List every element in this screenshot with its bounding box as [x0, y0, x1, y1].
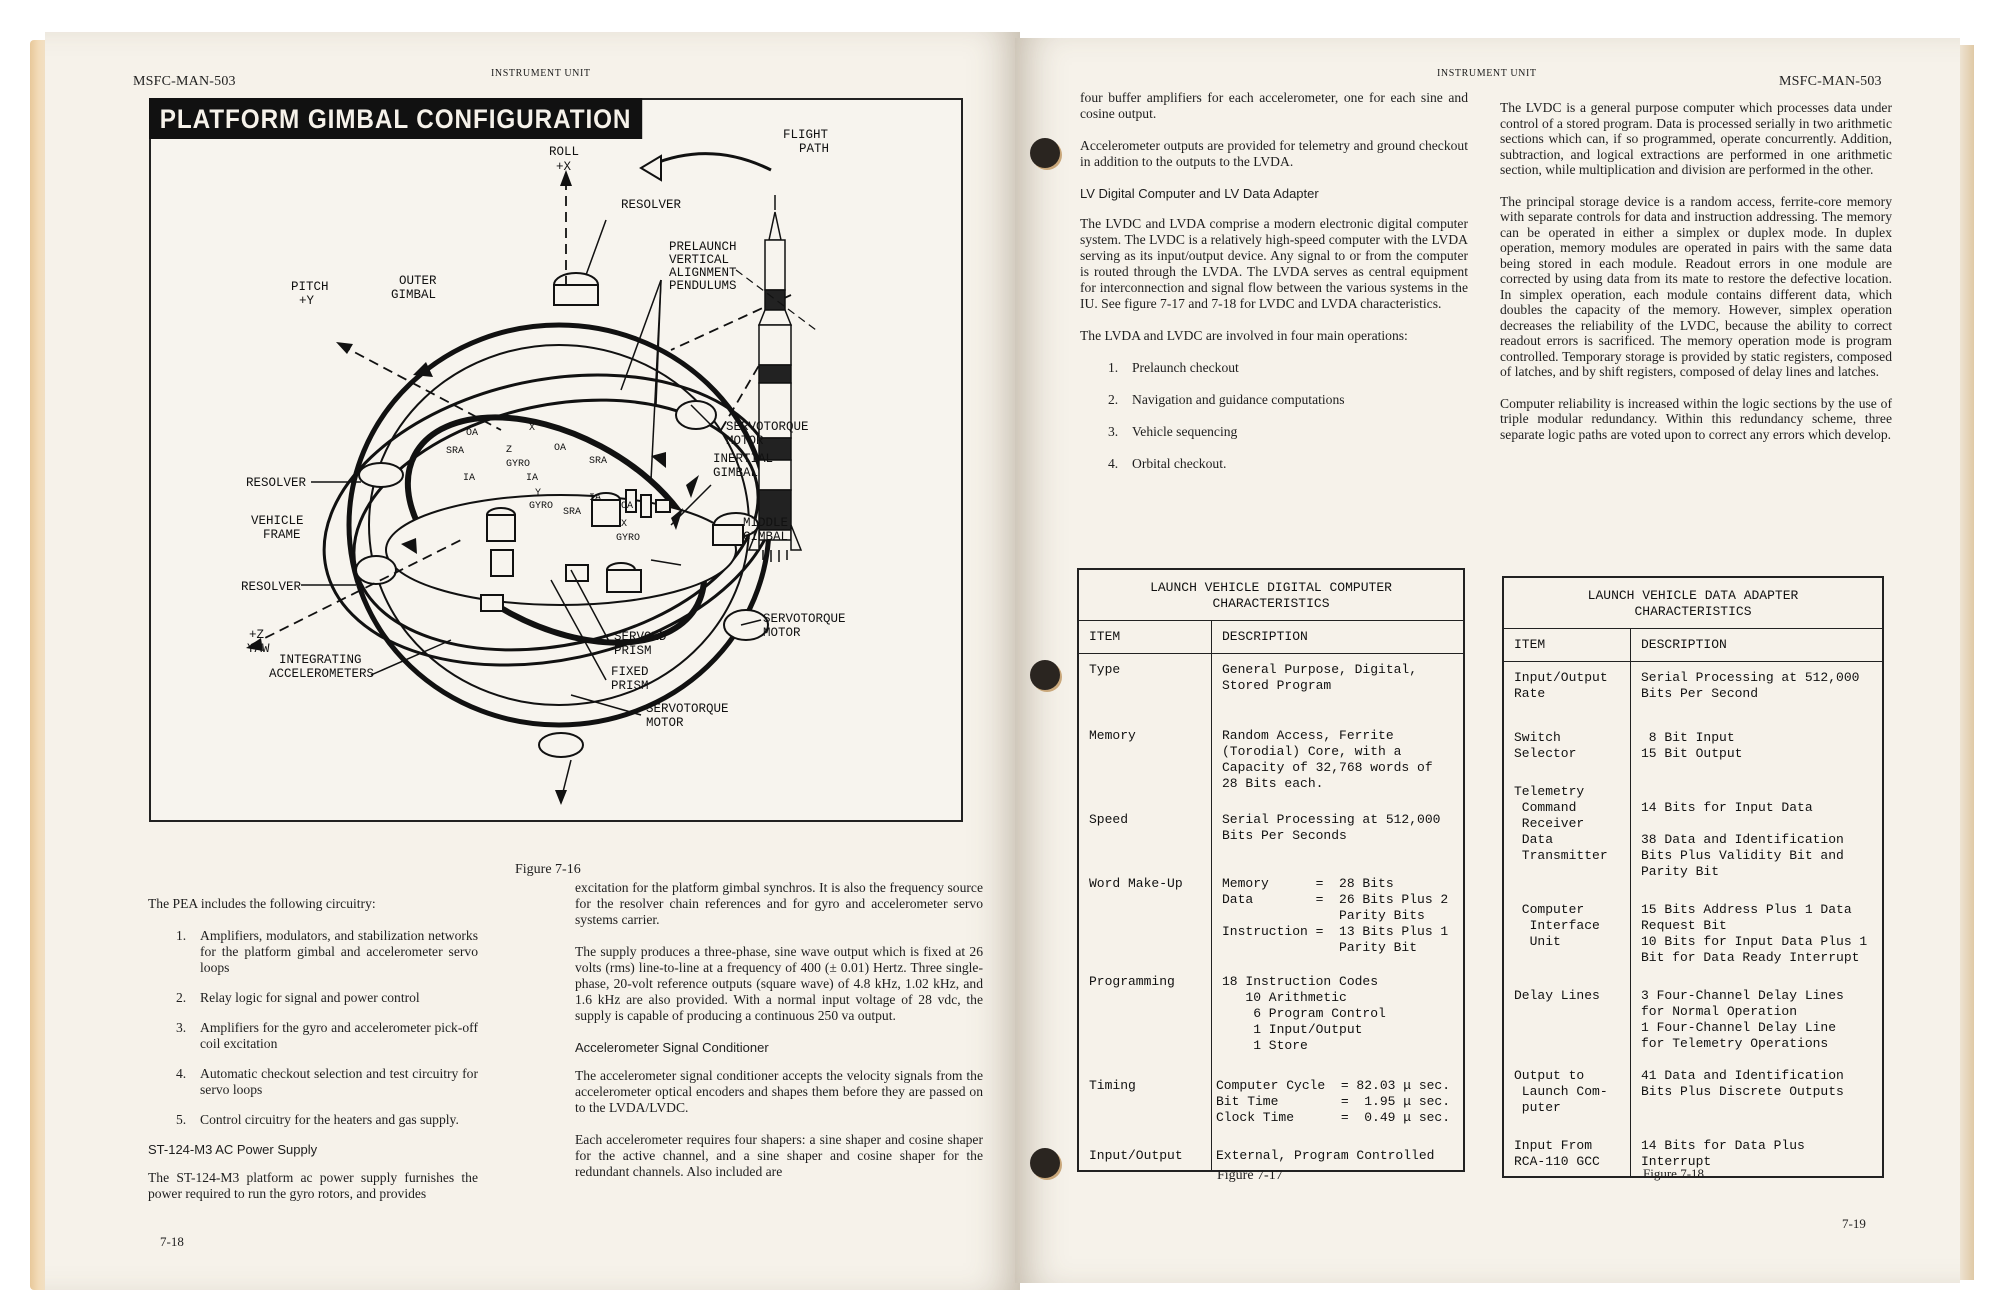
- para-lvdc-general: The LVDC is a general purpose computer which processes data under control of a stored program. Data is processed serially in two arithmetic sections which can, if so programmed, operate concurrently. Addition, subtraction, and logical extractions are performed in one arithmetic section, while multiplication and division are performed in the other.: [1500, 100, 1892, 177]
- para-shapers: Each accelerometer requires four shapers: a sine shaper and cosine shaper for the active channel, and a sine shaper and cosine shaper for the redundant channels. Also included are: [575, 1132, 983, 1179]
- label-integrating-accelerometers: INTEGRATING ACCELEROMETERS: [269, 653, 375, 681]
- label-resolver-top: RESOLVER: [621, 198, 682, 212]
- para-supply: The supply produces a three-phase, sine wave output which is fixed at 26 volts (rms) line-to-line at a frequency of 400 (± 0.01) Hertz. Three single-phase, 20-volt reference outputs (square wave) of 4.8 kHz, 1.02 kHz, and 1.6 kHz are also provided. With a normal input voltage of 28 vdc, the supply is capable of producing a continuous 250 va output.: [575, 944, 983, 1023]
- label-pitch-axis: +Y: [299, 294, 315, 308]
- label-ia-3: IA: [589, 493, 602, 504]
- label-x-top: X: [529, 423, 536, 434]
- left-column-1: [148, 896, 478, 1218]
- figure-title: PLATFORM GIMBAL CONFIGURATION: [149, 98, 642, 139]
- subhead-ac-power: ST-124-M3 AC Power Supply: [148, 1142, 318, 1157]
- list-item: 4. Automatic checkout selection and test circuitry for servo loops: [176, 1066, 478, 1097]
- label-oa-2: OA: [554, 443, 567, 454]
- label-outer-gimbal: OUTER GIMBAL: [391, 274, 437, 302]
- right-column-1: [1080, 90, 1468, 488]
- table-row: Programming 18 Instruction Codes 10 Arithmetic 6 Program Control 1 Input/Output 1 Store: [1078, 966, 1464, 1070]
- right-column-2: [1500, 100, 1892, 458]
- section-header-right: INSTRUMENT UNIT: [1437, 68, 1537, 79]
- para-conditioner: The accelerometer signal conditioner accepts the velocity signals from the accelerometer optical encoders and shapes them before they are passed on to the LVDA/LVDC.: [575, 1068, 983, 1115]
- gimbal-diagram: [151, 100, 957, 816]
- lvda-figure-caption: Figure 7-18: [1643, 1166, 1705, 1181]
- lvda-col-description: DESCRIPTION: [1631, 629, 1884, 662]
- label-inertial-gimbal: INERTIAL GIMBAL: [713, 452, 774, 480]
- subhead-accelerometer: Accelerometer Signal Conditioner: [575, 1040, 769, 1055]
- para-storage: The principal storage device is a random access, ferrite-core memory with separate controls for data and instruction addressing. The memory can be operated in either a simplex or duplex mode. In duplex operation, memory modules are operated in pairs with the same data being stored in each module. Readout errors in one module are corrected by using data from its mate to restore the defective location. In simplex operation, each module contains different data, which doubles the capacity of the memory. However, simplex operation decreases the reliability of the LVDC, because the ability to correct readout errors is sacrificed. The memory operation mode is program controlled. Temporary storage is provided by static registers, composed of latches, and by shift registers, composed of delay lines and latches.: [1500, 193, 1892, 379]
- table-row: Computer Interface Unit 15 Bits Address Plus 1 Data Request Bit 10 Bits for Input Data Plus 1 Bit for Data Ready Interrupt: [1503, 894, 1883, 980]
- label-sra-2: SRA: [589, 456, 608, 467]
- lvda-table-title: LAUNCH VEHICLE DATA ADAPTER CHARACTERISTICS: [1503, 577, 1883, 629]
- binder-hole: [1030, 138, 1060, 168]
- para-buffer: four buffer amplifiers for each accelerometer, one for each sine and cosine output.: [1080, 90, 1468, 121]
- accelerometer-2: [566, 565, 588, 581]
- label-yaw-axis: +Z: [249, 628, 265, 642]
- page-number-left: 7-18: [160, 1234, 184, 1249]
- table-row: Input/Output External, Program Controlled: [1078, 1140, 1464, 1171]
- label-gyro-3: GYRO: [616, 533, 641, 544]
- label-vehicle-frame: VEHICLE FRAME: [251, 514, 304, 542]
- subhead-lvdc: LV Digital Computer and LV Data Adapter: [1080, 186, 1319, 201]
- list-item: 2. Navigation and guidance computations: [1108, 392, 1345, 407]
- label-y: Y: [535, 488, 542, 499]
- lvdc-table-title: LAUNCH VEHICLE DIGITAL COMPUTER CHARACTERISTICS: [1078, 569, 1464, 621]
- para-reliability: Computer reliability is increased within the logic sections by the use of triple modular redundancy. Within this redundancy scheme, three separate logic paths are voted upon to correct any errors which develop.: [1500, 395, 1892, 442]
- table-row: Timing Computer Cycle = 82.03 μ sec. Bit Time = 1.95 μ sec. Clock Time = 0.49 μ sec.: [1078, 1070, 1464, 1140]
- table-row: Word Make-Up Memory = 28 Bits Data = 26 Bits Plus 2 Parity Bits Instruction = 13 Bits Plus 1 Parity Bit: [1078, 868, 1464, 966]
- table-row: Switch Selector 8 Bit Input 15 Bit Output: [1503, 722, 1883, 776]
- label-sra-3: SRA: [563, 507, 582, 518]
- right-page: [1015, 38, 1960, 1283]
- para-excitation: excitation for the platform gimbal synchros. It is also the frequency source for the resolver chain references and for gyro and accelerometer servo systems carrier.: [575, 880, 983, 927]
- table-row: Memory Random Access, Ferrite (Torodial) Core, with a Capacity of 32,768 words of 28 Bits each.: [1078, 720, 1464, 804]
- page-number-right: 7-19: [1842, 1216, 1866, 1231]
- label-roll-axis: +X: [556, 160, 572, 174]
- label-middle-gimbal: MIDDLE GIMBAL: [743, 516, 789, 544]
- label-flight-path: FLIGHT PATH: [783, 128, 830, 156]
- table-row: Input/Output Rate Serial Processing at 512,000 Bits Per Second: [1503, 662, 1883, 723]
- label-x: X: [621, 519, 628, 530]
- para-outputs: Accelerometer outputs are provided for telemetry and ground checkout in addition to the outputs to the LVDA.: [1080, 138, 1468, 169]
- label-resolver-lower: RESOLVER: [241, 580, 302, 594]
- table-row: Speed Serial Processing at 512,000 Bits Per Seconds: [1078, 804, 1464, 868]
- table-row: Delay Lines 3 Four-Channel Delay Lines for Normal Operation 1 Four-Channel Delay Line for Telemetry Operations: [1503, 980, 1883, 1060]
- pea-list: [148, 928, 478, 1128]
- doc-id: MSFC-MAN-503: [133, 74, 236, 89]
- list-item: 2. Relay logic for signal and power control: [176, 990, 420, 1005]
- pea-intro: The PEA includes the following circuitry:: [148, 896, 376, 911]
- label-servotorque-motor-2: SERVOTORQUE MOTOR: [763, 612, 846, 640]
- lvdc-figure-caption: Figure 7-17: [1217, 1168, 1283, 1183]
- lvda-characteristics-table: [1502, 576, 1884, 1178]
- list-item: 3. Amplifiers for the gyro and accelerometer pick-off coil excitation: [176, 1020, 478, 1051]
- label-servoed-prism: SERVOED PRISM: [614, 630, 667, 658]
- label-fixed-prism: FIXED PRISM: [611, 665, 649, 693]
- label-roll: ROLL: [549, 145, 580, 159]
- list-item: 5. Control circuitry for the heaters and gas supply.: [176, 1112, 459, 1127]
- label-ia-1: IA: [463, 473, 476, 484]
- list-item: 1. Prelaunch checkout: [1108, 360, 1239, 375]
- label-sra-1: SRA: [446, 446, 465, 457]
- label-servotorque-motor-1: SERVOTORQUE MOTOR: [726, 420, 809, 448]
- label-ia-2: IA: [526, 473, 539, 484]
- table-row: Type General Purpose, Digital, Stored Program: [1078, 654, 1464, 721]
- gimbal-figure: [149, 98, 963, 822]
- section-header: INSTRUMENT UNIT: [491, 68, 591, 79]
- label-yaw: YAW: [247, 642, 270, 656]
- lvdc-col-description: DESCRIPTION: [1212, 621, 1465, 654]
- para-ac-power: The ST-124-M3 platform ac power supply furnishes the power required to run the gyro rotors, and provides: [148, 1170, 478, 1201]
- lvdc-col-item: ITEM: [1078, 621, 1212, 654]
- label-oa-1: OA: [466, 428, 479, 439]
- label-gyro-2: GYRO: [529, 501, 554, 512]
- label-z: Z: [506, 445, 513, 456]
- para-lvdc-lvda: The LVDC and LVDA comprise a modern electronic digital computer system. The LVDC is a relatively high-speed computer with the LVDA serving as its input/output device. Any signal to or from the computer is routed through the LVDA. The LVDA serves as central equipment for interconnection and signal flow between the various systems in the IU. See figure 7-17 and 7-18 for LVDC and LVDA characteristics.: [1080, 216, 1468, 311]
- lvdc-characteristics-table: [1077, 568, 1465, 1172]
- para-operations: The LVDA and LVDC are involved in four main operations:: [1080, 328, 1408, 343]
- table-row: Input From RCA-110 GCC 14 Bits for Data Plus Interrupt: [1503, 1130, 1883, 1177]
- label-prelaunch: PRELAUNCH VERTICAL ALIGNMENT PENDULUMS: [669, 240, 737, 293]
- label-gyro-1: GYRO: [506, 459, 531, 470]
- accelerometer-1: [491, 550, 513, 576]
- doc-id-right: MSFC-MAN-503: [1779, 74, 1882, 89]
- table-row: Telemetry Command Receiver Data Transmitter 14 Bits for Input Data 38 Data and Identification Bits Plus Validity Bit and Parity Bit: [1503, 776, 1883, 894]
- label-pitch: PITCH: [291, 280, 329, 294]
- left-column-2: [575, 880, 983, 1196]
- left-page: [45, 32, 1020, 1290]
- list-item: 3. Vehicle sequencing: [1108, 424, 1238, 439]
- list-item: 4. Orbital checkout.: [1108, 456, 1227, 471]
- table-row: Output to Launch Com- puter 41 Data and Identification Bits Plus Discrete Outputs: [1503, 1060, 1883, 1130]
- operations-list: [1080, 360, 1468, 472]
- figure-caption: Figure 7-16: [515, 862, 581, 877]
- binder-hole: [1030, 660, 1060, 690]
- label-resolver-left: RESOLVER: [246, 476, 307, 490]
- lvda-col-item: ITEM: [1503, 629, 1631, 662]
- label-servotorque-motor-3: SERVOTORQUE MOTOR: [646, 702, 729, 730]
- binder-hole: [1030, 1148, 1060, 1178]
- right-page-edge: [1958, 45, 1974, 1280]
- label-oa-3: OA: [621, 501, 634, 512]
- list-item: 1. Amplifiers, modulators, and stabilization networks for the platform gimbal and accelerometer servo loops: [176, 928, 478, 975]
